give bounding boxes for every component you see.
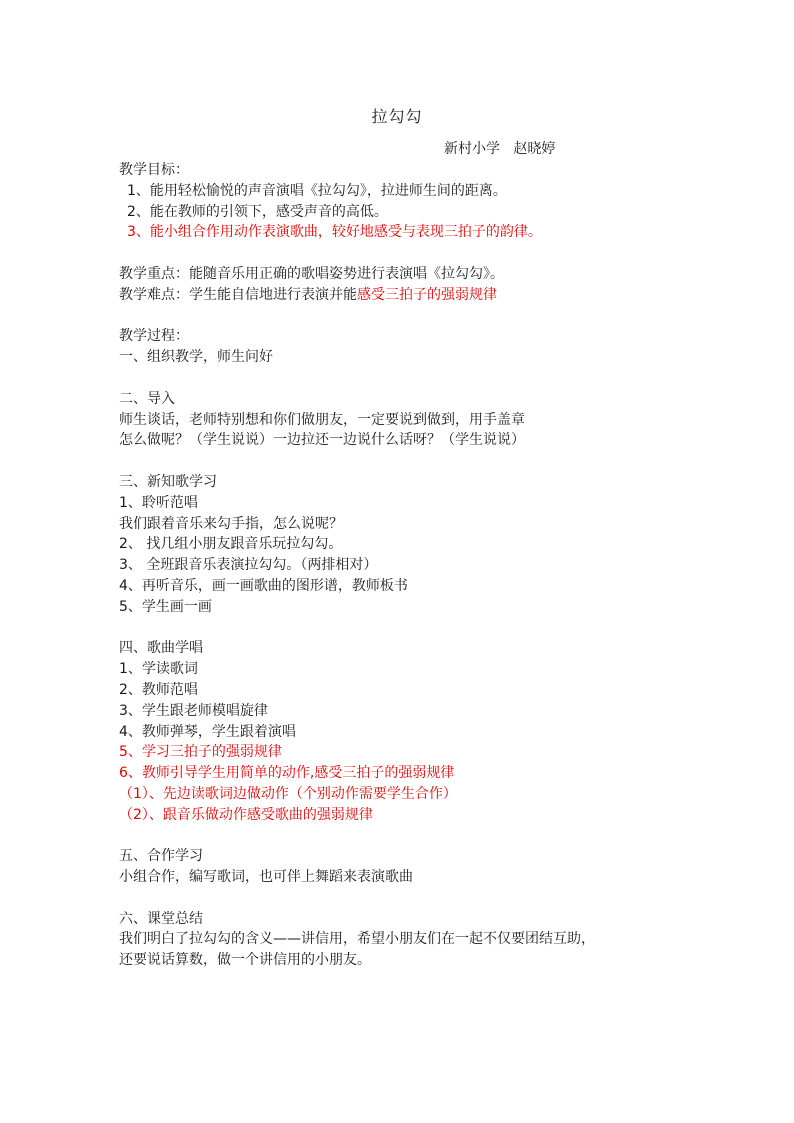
text-line-content: 教学目标： <box>119 162 189 178</box>
text-line <box>119 222 679 243</box>
text-line <box>119 181 679 202</box>
text-line <box>119 514 679 535</box>
text-line-content: 我们跟着音乐来勾手指，怎么说呢？ <box>119 515 343 532</box>
document-body <box>119 160 679 971</box>
blank-line <box>119 826 679 847</box>
text-line <box>119 160 679 181</box>
text-line <box>119 472 679 493</box>
text-line-content: 五、合作学习 <box>119 848 203 865</box>
text-line <box>119 410 679 431</box>
text-line-content: 教学过程： <box>119 328 189 345</box>
document-title: 拉勾勾 <box>371 107 423 126</box>
text-line-content: 5、学习三拍子的强弱规律 <box>119 744 282 761</box>
text-line <box>119 846 679 867</box>
blank-line <box>119 243 679 264</box>
text-line-content: （2）、跟音乐做动作感受歌曲的强弱规律 <box>119 806 373 823</box>
text-line <box>119 555 679 576</box>
text-line <box>119 326 679 347</box>
document-author: 新村小学 赵晓婷 <box>444 141 556 157</box>
text-line <box>119 722 679 743</box>
text-line-content: 教学重点：能随音乐用正确的歌唱姿势进行表演唱《拉勾勾》。 <box>119 265 504 282</box>
text-line <box>119 784 679 805</box>
text-line <box>119 430 679 451</box>
text-line-content: 3、学生跟老师模唱旋律 <box>119 702 268 719</box>
text-line-content: 小组合作，编写歌词，也可伴上舞蹈来表演歌曲 <box>119 869 413 886</box>
text-line <box>119 929 679 950</box>
text-line-content: 师生谈话，老师特别想和你们做朋友，一定要说到做到，用手盖章 <box>119 411 525 428</box>
text-line <box>119 659 679 680</box>
text-line-content: 6、教师引导学生用简单的动作,感受三拍子的强弱规律 <box>119 765 455 782</box>
text-line-content: 怎么做呢？（学生说说）一边拉还一边说什么话呀？（学生说说） <box>119 432 525 449</box>
text-line <box>119 867 679 888</box>
text-line <box>119 347 679 368</box>
text-line <box>119 389 679 410</box>
text-line-content: 1、聆听范唱 <box>119 494 198 511</box>
text-line-content: 我们明白了拉勾勾的含义——讲信用，希望小朋友们在一起不仅要团结互助， <box>119 931 595 948</box>
text-line <box>119 493 679 514</box>
text-line-content: 4、教师弹琴，学生跟着演唱 <box>119 723 296 740</box>
text-line <box>119 285 679 306</box>
text-line <box>119 264 679 285</box>
text-line <box>119 534 679 555</box>
text-line <box>119 742 679 763</box>
text-line <box>119 909 679 930</box>
blank-line <box>119 306 679 327</box>
text-line <box>119 701 679 722</box>
text-line-content: 5、学生画一画 <box>119 598 212 615</box>
text-line-content: 二、导入 <box>119 390 175 407</box>
text-line <box>119 805 679 826</box>
text-line-content: 四、歌曲学唱 <box>119 640 203 657</box>
text-line <box>119 638 679 659</box>
text-line-content: 教学难点：学生能自信地进行表演并能 <box>119 286 357 303</box>
text-line <box>119 576 679 597</box>
text-line-content: （1）、先边读歌词边做动作（个别动作需要学生合作） <box>119 785 457 802</box>
text-line-content: 2、能在教师的引领下，感受声音的高低。 <box>127 203 388 220</box>
blank-line <box>119 451 679 472</box>
text-line-content: 还要说话算数，做一个讲信用的小朋友。 <box>119 952 371 969</box>
text-line <box>119 680 679 701</box>
text-line <box>119 597 679 618</box>
text-line-content: 三、新知歌学习 <box>119 473 217 490</box>
blank-line <box>119 618 679 639</box>
text-line-content: 1、能用轻松愉悦的声音演唱《拉勾勾》，拉进师生间的距离。 <box>127 182 507 199</box>
highlighted-text: 感受三拍子的强弱规律 <box>357 286 497 303</box>
blank-line <box>119 888 679 909</box>
text-line-content: 2、 找几组小朋友跟音乐玩拉勾勾。 <box>119 536 343 553</box>
text-line-content: 4、再听音乐，画一画歌曲的图形谱，教师板书 <box>119 577 408 594</box>
text-line-content: 3、能小组合作用动作表演歌曲，较好地感受与表现三拍子的韵律。 <box>127 224 542 241</box>
text-line-content: 3、 全班跟音乐表演拉勾勾。（两排相对） <box>119 557 378 574</box>
text-line-content: 1、学读歌词 <box>119 661 198 678</box>
text-line-content: 六、课堂总结 <box>119 910 203 927</box>
text-line-content: 一、组织教学，师生问好 <box>119 349 273 366</box>
text-line-content: 2、教师范唱 <box>119 681 198 698</box>
text-line <box>119 202 679 223</box>
blank-line <box>119 368 679 389</box>
text-line <box>119 763 679 784</box>
text-line <box>119 950 679 971</box>
